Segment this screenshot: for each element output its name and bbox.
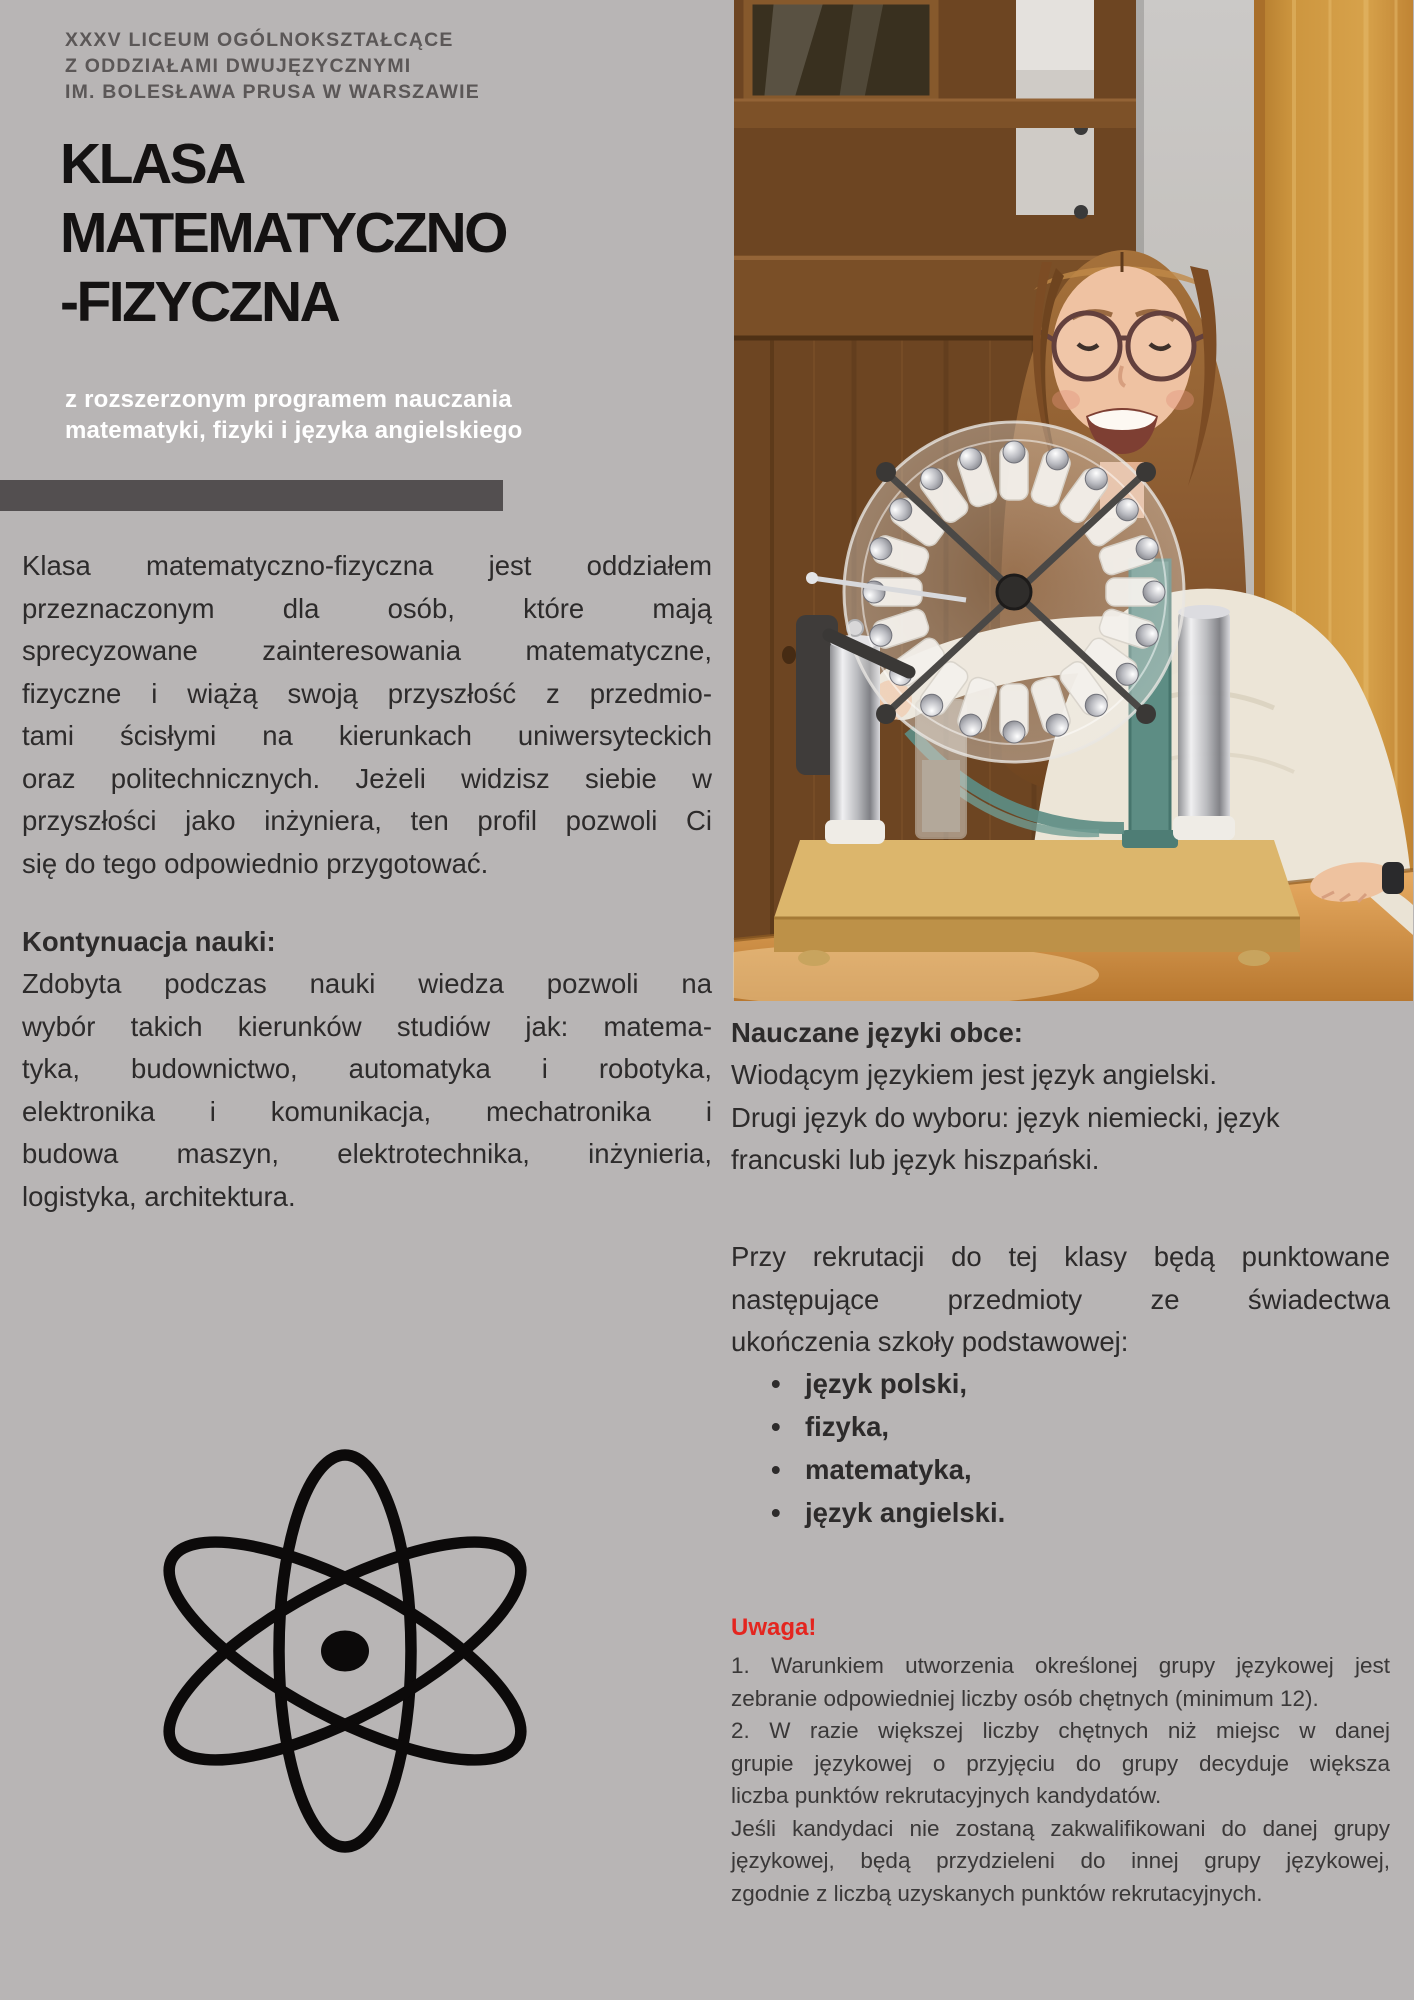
- languages-heading: Nauczane języki obce:: [731, 1017, 1023, 1048]
- intro-paragraph: Klasa matematyczno-fizyczna jest oddziałem przeznaczonym dla osób, które mają sprecyzowane zainteresowania matematyczne, fizyczne i wiążą swoją przyszłość z przedmio- tami ścisłymi na kierunkach uniwersyteckich oraz politechnicznych. Jeżeli widzisz siebie w przyszłości jako inżyniera, ten profil pozwoli Ci się do tego odpowiednio przygotować.: [22, 550, 712, 879]
- notice-paragraph: 1. Warunkiem utworzenia określonej grupy językowej jest zebranie odpowiedniej liczby osób chętnych (minimum 12). 2. W razie większej liczby chętnych niż miejsc w danej grupie językowej o przyjęciu do grupy decyduje większa liczba punktów rekrutacyjnych kandydatów. Jeśli kandydaci nie zostaną zakwalifikowani do danej grupy językowej, będą przydzieleni do innej grupy językowej, zgodnie z liczbą uzyskanych punktów rekrutacyjnych.: [731, 1653, 1390, 1906]
- continuation-heading: Kontynuacja nauki:: [22, 926, 276, 957]
- atom-nucleus: [321, 1631, 369, 1672]
- leyden-jar-right: [1173, 605, 1235, 840]
- school-name: XXXV LICEUM OGÓLNOKSZTAŁCĄCE Z ODDZIAŁAMI DWUJĘZYCZNYMI IM. BOLESŁAWA PRUSA W WARSZAWIE: [65, 29, 480, 103]
- page-subtitle: z rozszerzonym programem nauczania matematyki, fizyki i języka angielskiego: [65, 386, 523, 444]
- atom-icon: [115, 1431, 575, 1871]
- student-photo: [733, 0, 1414, 1001]
- languages-text: Wiodącym językiem jest język angielski. Drugi język do wyboru: język niemiecki, język francuski lub język hiszpański.: [731, 1059, 1280, 1175]
- smartwatch: [1382, 862, 1404, 894]
- subjects-list: • język polski, • fizyka, • matematyka, • język angielski.: [731, 1362, 1390, 1534]
- notice-heading: Uwaga!: [731, 1614, 817, 1641]
- recruitment-paragraph: Przy rekrutacji do tej klasy będą punktowane następujące przedmioty ze świadectwa ukończenia szkoły podstawowej:: [731, 1241, 1390, 1357]
- continuation-paragraph: Zdobyta podczas nauki wiedza pozwoli na wybór takich kierunków studiów jak: matema- tyka, budownictwo, automatyka i robotyka, elektronika i komunikacja, mechatronika i budowa maszyn, elektrotechnika, inżynieria, logistyka, architektura.: [22, 968, 712, 1212]
- divider-bar: [0, 480, 503, 511]
- page-title: KLASA MATEMATYCZNO -FIZYCZNA: [60, 132, 506, 334]
